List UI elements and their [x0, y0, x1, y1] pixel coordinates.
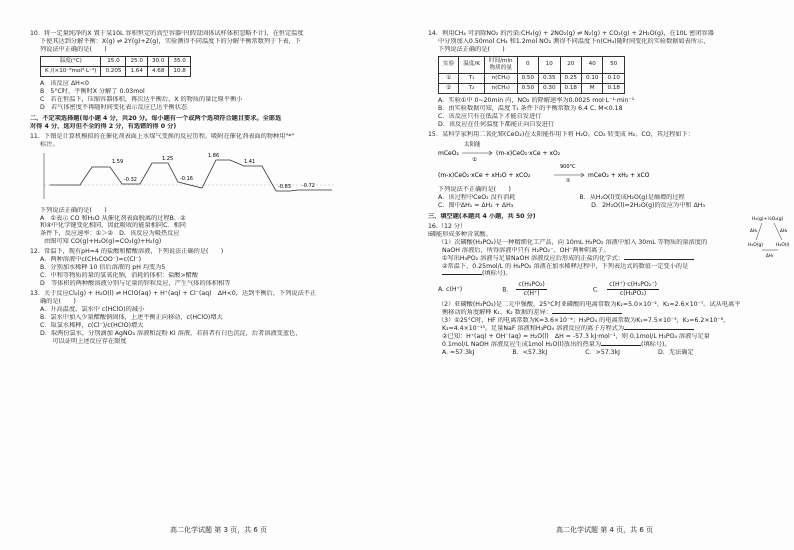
table-header-cell: 50 [603, 56, 624, 73]
q16-p1-line-1: （1）次磷酸(H₃PO₂)是一种精细化工产品，向 10mL H₃PO₂ 溶液中加入 30mL 等物质的量浓度的 [438, 238, 708, 246]
table-cell: ① [439, 74, 459, 84]
q16-p1-line-2: NaOH 溶液后，所得溶液中只有 H₂PO₂⁻、OH⁻两种阴离子。 [442, 246, 610, 254]
table-cell: 25.0 [126, 56, 147, 66]
energy-label-2: 1.25 [162, 155, 174, 162]
q11-formula-prefix: 由图可知 [44, 238, 69, 246]
table-cell: K /(×10⁻⁸mol³·L⁻³) [41, 66, 101, 76]
table-cell: n(CH₄) [484, 84, 517, 94]
right-column [428, 30, 780, 359]
choice-b [502, 281, 553, 298]
q14-stem-3: 下列说法正确的是( ) [438, 45, 505, 53]
choice-c-numerator: c(H⁺)·c(H₂PO₂⁻) [609, 281, 657, 289]
left-page-footer: 高二化学试题 第 3 页，共 6 页 [170, 526, 268, 534]
answer-blank[interactable] [624, 329, 694, 330]
section-2-header [30, 115, 382, 131]
eq1-left: mCeO₂ [438, 150, 459, 158]
q14-option-d: D．该反应在任何温度下都能正向自发进行 [438, 121, 555, 129]
q15-option-c: C．图中ΔH₁ = ΔH₂ + ΔH₃ [438, 201, 514, 209]
q13-stem-1: 13．关于反应Cl₂(g) + H₂O(l) ⇌ HClO(aq) + H⁺(aq) + Cl⁻(aq) ΔH<0，达到平衡后，下列说法不正 [30, 289, 317, 297]
table-row [41, 56, 191, 66]
choice-c [593, 281, 665, 298]
table-cell: 0.10 [581, 74, 602, 84]
q10-stem-line-3: 列说法中正确的是( ) [40, 45, 107, 53]
section-2-title-1: 二、不定项选择题(每小题 4 分，共20 分。每小题有一个或两个选项符合题目要求。全部选 [30, 114, 282, 122]
q16-p3-line-3: ②已知：H⁺(aq) + OH⁻(aq) = H₂O(l) ΔH = -57.3 kJ·mol⁻¹，则 0.1mol/L H₃PO₄ 溶液与足量 [442, 333, 710, 340]
q10-option-b: B 5°C时，平衡时X 分解了 0.03mol [40, 88, 145, 96]
q12-option-a: A．两种溶液中c(CH₃COO⁻)=c(Cl⁻) [40, 256, 142, 264]
energy-label-7: -0.83 [278, 183, 291, 190]
table-header-cell: 20 [560, 56, 581, 73]
table-row [41, 66, 191, 76]
q15-option-b: B．从H₂O(l)变成H₂O(g)是熵增的过程 [579, 194, 685, 201]
cycle-dh3: ΔH₃ [766, 253, 774, 258]
q11-stem-2: 标注。 [40, 140, 59, 148]
choice-c-fraction [607, 281, 659, 298]
table-header-row [439, 56, 625, 73]
q16-p3-line-4-text: 0.1mol/L NaOH 溶液反应生成1mol H₂O(l)放出的热量为 [442, 340, 602, 348]
answer-c: C．>57.3kJ [585, 348, 621, 356]
energy-label-4: 1.41 [244, 158, 256, 165]
eq1-right: (m-x)CeO₂·xCe + xO₂ [496, 150, 561, 158]
eq2-number: ② [566, 178, 571, 184]
table-header-cell: 40 [581, 56, 602, 73]
table-cell: 0.50 [517, 74, 538, 84]
q16-p1-line-5-text: (填标号)。 [482, 270, 512, 278]
table-cell: 0.10 [603, 74, 624, 84]
q15-option-a: A．该过程中CeO₂ 没有消耗 [438, 194, 516, 201]
choice-b-fraction [516, 281, 546, 298]
table-cell: 15.0 [101, 56, 126, 66]
q10-option-a: A 该反应 ΔH<0 [40, 80, 89, 88]
table-cell: 4.68 [147, 66, 168, 76]
right-page-footer: 高二化学试题 第 4 页，共 6 页 [556, 526, 654, 534]
answer-blank[interactable] [624, 259, 694, 260]
cycle-top-label: H₂(g)+½O₂(g) [752, 217, 784, 222]
question-13 [30, 290, 382, 346]
table-cell: 1.64 [126, 66, 147, 76]
cycle-bottom-right-label: H₂O(l) [776, 243, 790, 248]
energy-label-3: 1.86 [208, 152, 220, 159]
q16-p3-line-2-text: K₃=4.4×10⁻¹³。足量NaF 溶液和H₃PO₄ 溶液反应的离子方程式为 [442, 325, 625, 333]
q11-option-line-2: 和④中化学键变化相同，因此吸收的能量相同C．相同 [40, 222, 186, 230]
table-cell: 10.8 [169, 66, 190, 76]
q11-formula-line [30, 238, 382, 246]
q16-p2-line-2-text: 衡移动的角度解释 K₁、K₂ 数据的差异： [442, 309, 552, 317]
table-cell: 0.18 [603, 84, 624, 94]
q16-p1-line-5 [428, 270, 780, 278]
q16-p3-line-4 [428, 341, 780, 349]
energy-label-5: -0.32 [124, 176, 137, 183]
q15-stem: 15．某科学家利用二氧化铈(CeO₂)在太阳能作用下将 H₂O、CO₂ 转变成 H₂、CO，其过程如下： [428, 131, 694, 139]
choice-b-label: B. [502, 286, 509, 294]
eq2-right: mCeO₂ + xH₂ + xCO [588, 172, 650, 180]
q13-option-b: B．氯水中加入少量醋酸钠固体，上述平衡正向移动，c(HClO)增大 [40, 313, 223, 321]
cycle-dh1: ΔH₁ [750, 228, 758, 233]
table-cell: M [581, 84, 602, 94]
q16-intro: Ⅰ磷能形成多种含氧酸。 [428, 230, 492, 238]
left-column [30, 30, 382, 348]
eq1-condition: 太阳能 [464, 142, 481, 149]
energy-label-8: -0.72 [302, 182, 315, 189]
table-header-cell: 0 [517, 56, 538, 73]
q16-p3-line-4-suffix: (填标号)。 [641, 340, 671, 348]
eq2-condition: 900°C [560, 164, 576, 171]
section-3-header [428, 213, 780, 221]
q12-option-b: B．分别加水稀释 10 倍后溶液的 pH 均变为5 [40, 264, 166, 272]
table-cell: T₁ [459, 74, 485, 84]
question-10 [30, 30, 382, 112]
table-cell: 0.25 [560, 74, 581, 84]
q10-option-d: D 若气体密度不再随时间变化表示反应已达平衡状态 [40, 103, 188, 111]
section-3-title: 三、填空题(本题共 4 小题，共 50 分) [428, 212, 536, 220]
q16-p2-line-2 [428, 309, 780, 317]
table-header-cell: 实验 [439, 56, 459, 73]
table-cell: T₂ [459, 84, 485, 94]
question-16 [428, 239, 780, 357]
q14-option-b: B．由实验数据可知，温度 T₁ 条件下的平衡常数为 6.4 C. M<0.18 [438, 105, 623, 113]
q10-stem-line-2: 下使其达到分解平衡：X(g) ⇌ 2Y(g)+Z(g)，实验测得不同温度下的分解平衡常数列于下表，下 [40, 37, 301, 45]
cycle-bottom-left-label: H₂O(g) [748, 243, 764, 248]
q16-choices [428, 281, 780, 298]
q16-p3-answers [428, 349, 780, 357]
question-12 [30, 248, 382, 288]
table-row [439, 74, 625, 84]
table-cell: 温度(°C) [41, 56, 101, 66]
q11-option-line-1: A ①表示 CO 和H₂O 从催化剂表面脱离的过程B．② [40, 214, 186, 222]
table-header-cell: 10 [539, 56, 560, 73]
table-cell: 0.18 [560, 84, 581, 94]
q11-formula: CO(g)+H₂O(g)=CO₂(g)+H₂(g) [70, 238, 162, 246]
answer-d: D．无法确定 [657, 348, 694, 356]
energy-label-6: -0.16 [180, 175, 193, 182]
answer-blank[interactable] [442, 274, 482, 275]
q14-stem-1: 14．利用CH₄ 可消除NO₂ 的污染:CH₄(g) + 2NO₂(g) ⇌ N₂(g) + CO₂(g) + 2H₂O(g)，在10L 密闭容器 [428, 30, 714, 37]
q13-option-c: C．取氯水稀释，c(Cl⁻)/c(HClO)增大 [40, 321, 144, 329]
eq1-number: ① [472, 157, 477, 164]
choice-b-denominator: c(H⁺) [523, 290, 540, 298]
q16-p1-line-3 [428, 255, 780, 263]
q11-after: 下列说法正确的是( ) [40, 206, 107, 214]
answer-a: A. =57.3kJ [442, 348, 475, 356]
q15-options-cd [428, 202, 780, 210]
energy-cycle-diagram [748, 212, 794, 260]
table-cell: 0.35 [539, 74, 560, 84]
q14-table [438, 56, 625, 95]
q12-stem: 12．常温下，现有pH=4 的盐酸和醋酸溶液，下列说法正确的是( ) [30, 248, 224, 256]
choice-c-label: C. [592, 286, 600, 294]
q16-p1-line-4: ②常温下，0.25mol/L 的 H₃PO₂ 溶液在加水稀释过程中，下列表达式的数值一定变小的是 [442, 262, 689, 270]
q12-option-c: C．中和等物质的量的氢氧化钠，消耗的体积：盐酸>醋酸 [40, 272, 199, 280]
q14-option-a: A．实验①中 0~20min 内，NO₂ 的降解速率为0.0025 mol·L⁻¹·min⁻¹ [438, 97, 635, 105]
eq2-left: (m-x)CeO₂·xCe + xH₂O + xCO₂ [438, 172, 531, 180]
table-row [439, 84, 625, 94]
section-2-title-2: 对得 4 分，选对但不全的得 2 分，有选错的得 0 分) [30, 122, 177, 130]
q13-option-d-cont: 可以证明上述反应存在限度 [40, 337, 127, 345]
table-cell: 0.205 [101, 66, 126, 76]
answer-blank[interactable] [601, 345, 641, 346]
choice-c-denominator: c(H₃PO₂) [619, 290, 647, 298]
q14-stem-2: 中分别加入0.50mol CH₄ 和1.2mol NO₂ 测得不同温度下n(CH₄)随时间变化的实验数据如表所示， [438, 37, 710, 45]
q15-options-ab [428, 194, 780, 202]
table-cell: ② [439, 84, 459, 94]
energy-label-1: 1.59 [112, 158, 124, 165]
table-header-cell: 时间/min 物质的量 [484, 56, 517, 73]
q16-p3-line-1: （3）①25°C时，HF 的电离常数为K=3.6×10⁻⁴；H₃PO₄ 的电离常数为K₁=7.5×10⁻³，K₂=6.2×10⁻⁸， [438, 317, 730, 325]
q13-stem-2: 确的是( ) [40, 297, 76, 305]
q12-option-d: D 等体积的两种酸溶液分别与足量的锌粒反应，产生气体的体积相等 [40, 280, 231, 287]
q14-option-c: C．该反应只有在低温下才能自发进行 [438, 113, 542, 121]
q13-option-d: D．取两份氯水，分别滴加 AgNO₃ 溶液和淀粉 KI 溶液，若前者有白色沉淀，后者溶液变蓝色， [40, 329, 302, 337]
q11-stem: 11．下图是计算机模拟的在催化剂表面上水煤气变换的反应历程。吸附在催化剂表面的物种用"*" [30, 132, 295, 140]
q16-p2-line-1: （2）亚磷酸(H₃PO₃)是二元中强酸，25°C时亚磷酸的电离常数为K₁=5.0×10⁻²、K₂=2.6×10⁻⁷。试从电离平 [438, 301, 741, 309]
q16-header: 16.（12 分） [428, 222, 467, 230]
table-header-cell: 温度/K [459, 56, 485, 73]
q15-reaction-scheme [428, 139, 728, 183]
q10-table [40, 56, 191, 77]
q15-option-d: D．2H₂O(l)=2H₂O(g)的反应为中和 ΔH₃ [591, 201, 705, 209]
table-cell: 30.0 [147, 56, 168, 66]
question-15 [428, 131, 780, 210]
answer-blank[interactable] [552, 313, 622, 314]
q15-after: 下列说法不正确的是( ) [438, 186, 511, 194]
q11-option-line-3: 条件下，反应速率：①＞② D．该反应为吸热反应 [40, 230, 180, 238]
table-cell: 35.0 [169, 56, 190, 66]
q10-stem-line-1: 10．将一定量纯净的X 置于某10L 容积恒定的真空容器中(假设固体试样体积忽略不计)，在恒定温度 [30, 30, 304, 37]
q16-p3-line-2 [428, 325, 780, 333]
question-14 [428, 30, 780, 129]
q16-p1-line-3-text: ①写出H₃PO₂ 溶液与足量NaOH 溶液反应后形成的正盐的化学式： [442, 254, 624, 262]
table-cell: 0.30 [539, 84, 560, 94]
q13-option-a: A．升高温度，氯水中 c(HClO)的减小 [40, 305, 145, 313]
table-cell: n(CH₄) [484, 74, 517, 84]
cycle-dh2: ΔH₂ [780, 228, 788, 233]
table-cell: 0.50 [517, 84, 538, 94]
reaction-energy-diagram [40, 151, 340, 201]
choice-a: A. c(H⁺) [438, 285, 463, 293]
answer-b: B．<57.3kJ [512, 348, 548, 356]
question-11 [30, 133, 382, 247]
q10-option-c: C 若在恒温下，压缩容器体积，再次达平衡后，X 的物质的量比原平衡小 [40, 96, 243, 103]
choice-b-numerator: c(H₃PO₂) [518, 281, 545, 289]
